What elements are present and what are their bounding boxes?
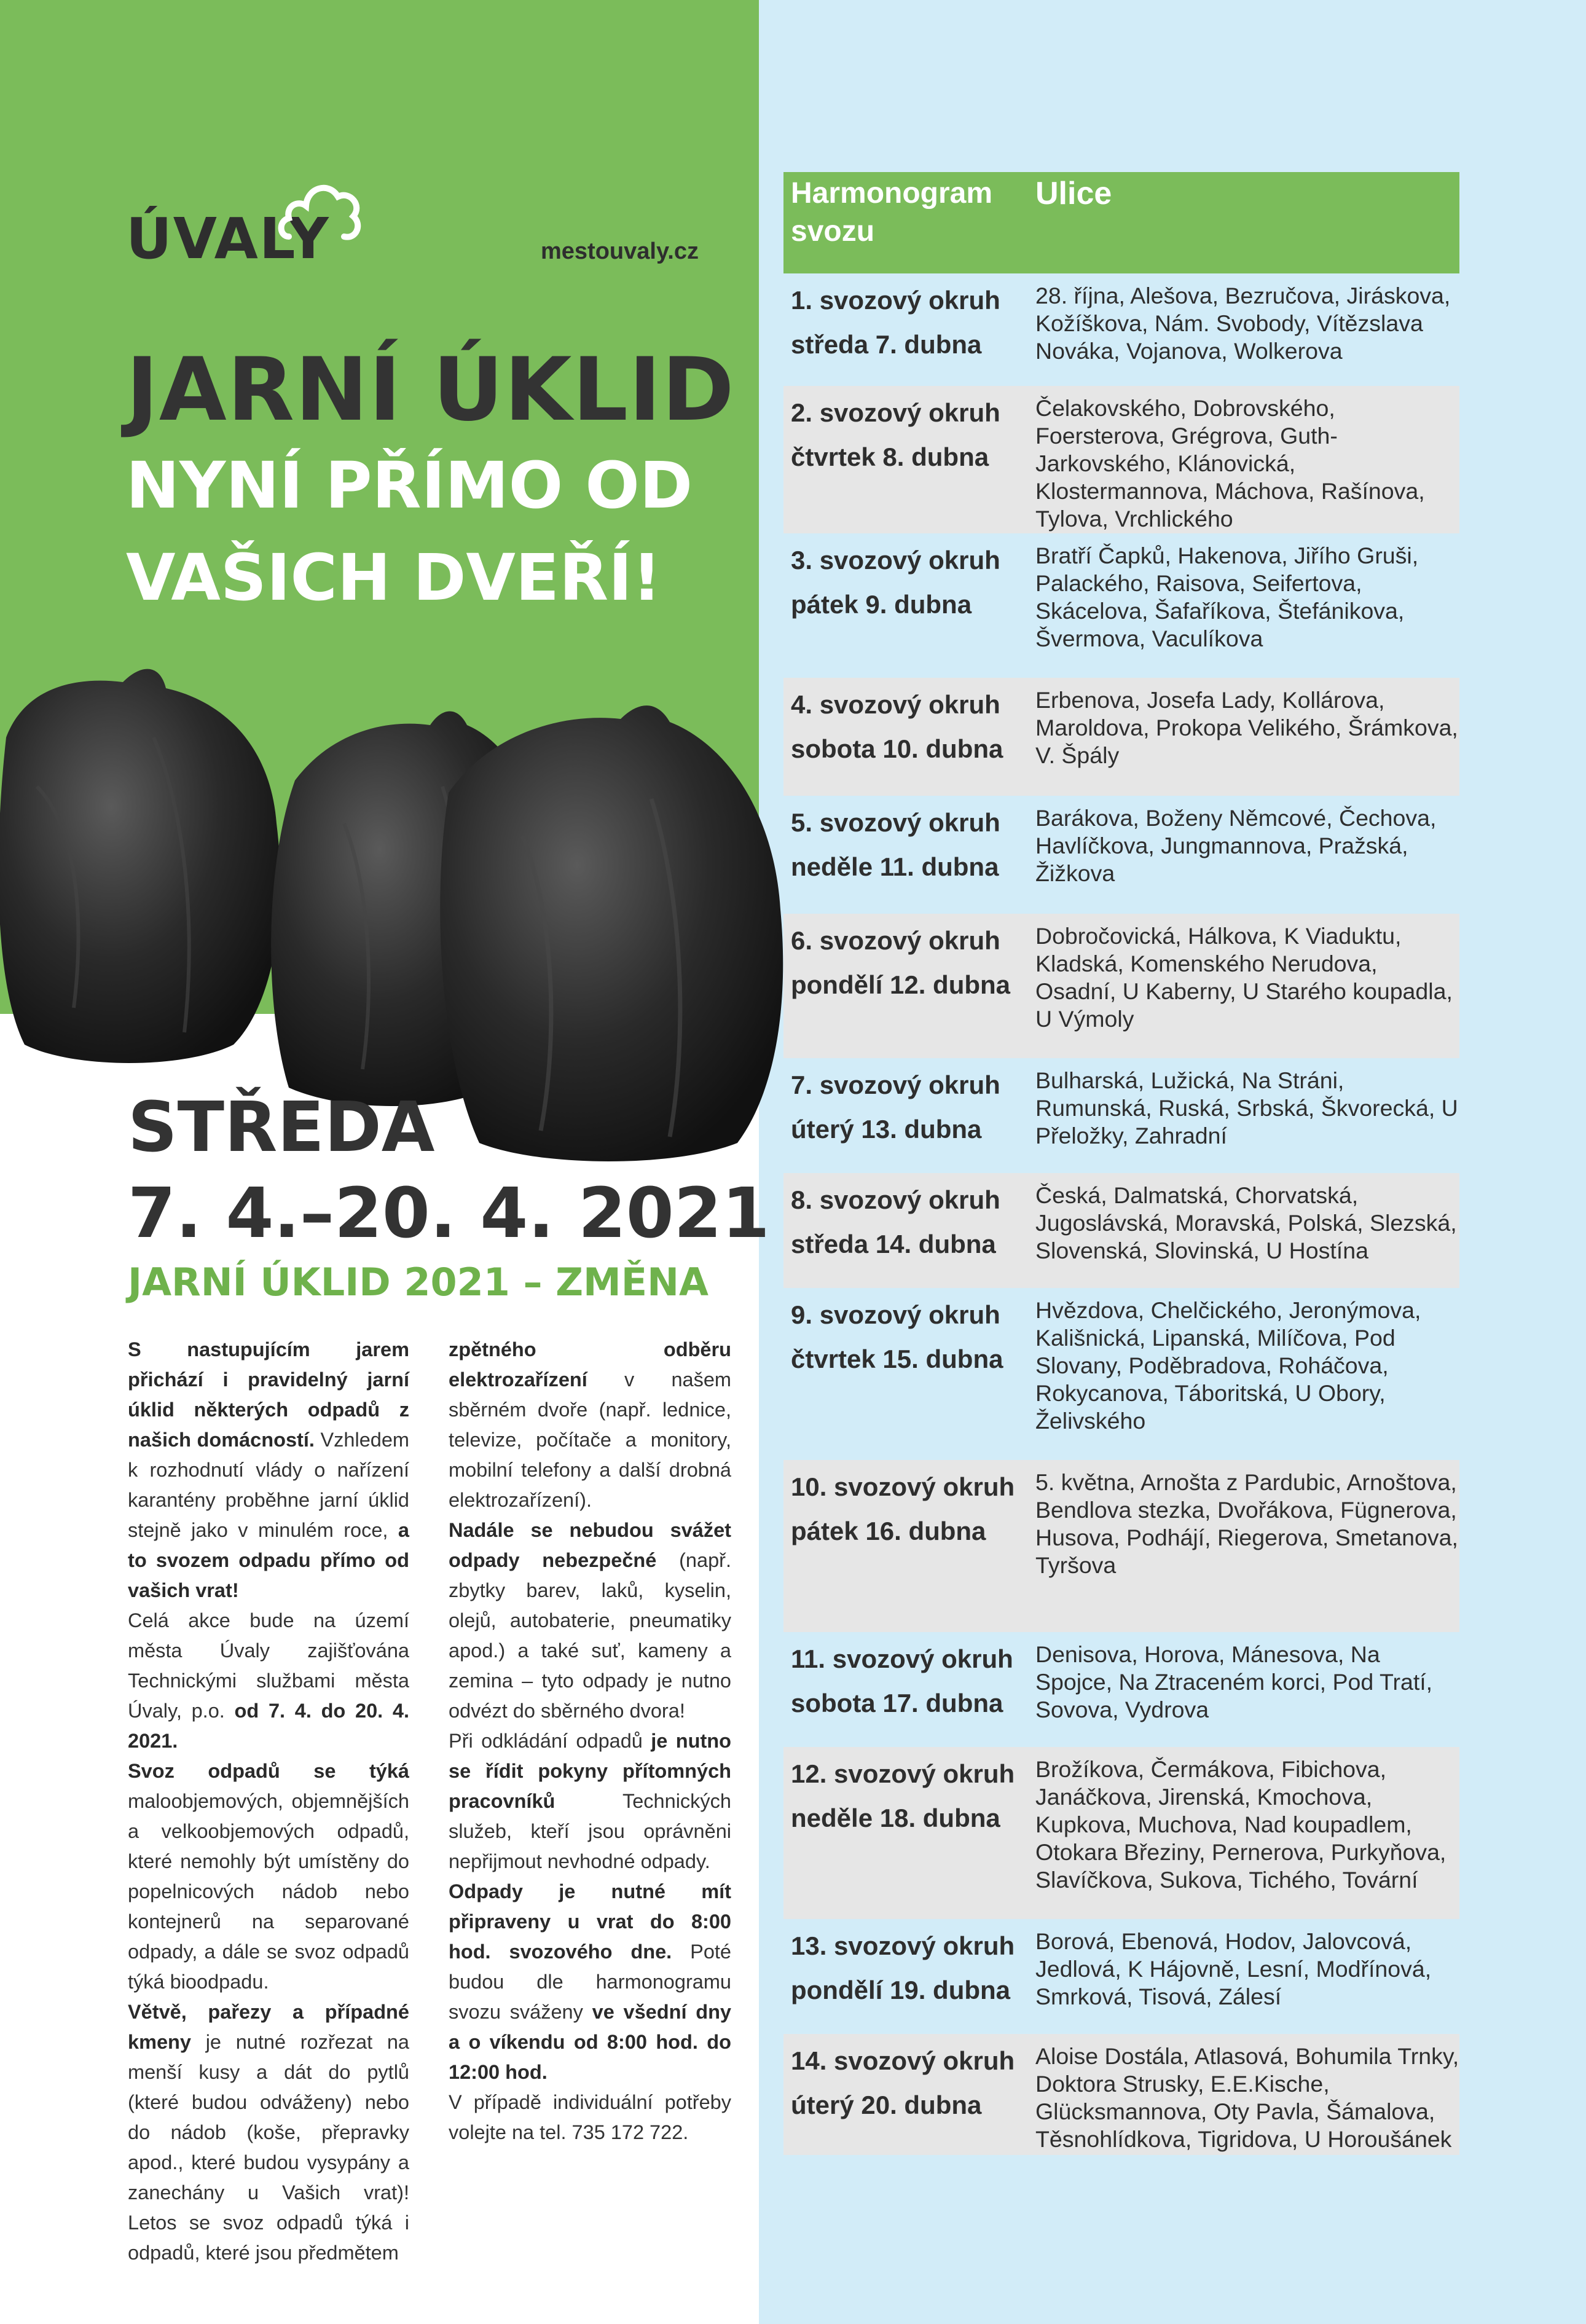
route-cell (791, 801, 1031, 889)
route-day: čtvrtek 15. dubna (791, 1345, 1003, 1373)
route-day: sobota 10. dubna (791, 734, 1003, 763)
event-date-range: 7. 4.–20. 4. 2021 (128, 1174, 770, 1254)
streets-cell: Bratří Čapků, Hakenova, Jiřího Gruši, Palackého, Raisova, Seifertova, Skácelova, Šafaříkova, Štefánikova, Švermova, Vaculíkova (1035, 543, 1419, 651)
article-p7-bold2: ve všední dny a o víkendu od 8:00 hod. do 12:00 hod. (449, 2001, 732, 2083)
event-subtitle: JARNÍ ÚKLID 2021 – ZMĚNA (128, 1260, 709, 1305)
route-name: 2. svozový okruh (791, 398, 1000, 427)
route-name: 11. svozový okruh (791, 1644, 1013, 1673)
route-name: 4. svozový okruh (791, 690, 1000, 719)
route-name: 13. svozový okruh (791, 1931, 1015, 1960)
article-p5-text: (např. zbytky barev, laků, kyselin, olejů, autobaterie, pneumatiky apod.) a také suť, kameny a zemina – tyto odpady je nutno odvézt do sběrného dvora! (449, 1549, 731, 1722)
header-harmonogram: Harmonogram svozu (791, 177, 993, 248)
route-day: pátek 16. dubna (791, 1517, 986, 1545)
article-p5-bold: Nadále se nebudou svážet odpady nebezpečné (449, 1519, 731, 1571)
route-day: středa 7. dubna (791, 330, 982, 359)
article-p4-bold2: zpětného odběru elektrozařízení (449, 1338, 731, 1391)
article-p6-bold: je nutno se řídit pokyny přítomných pracovníků (449, 1730, 731, 1812)
article-p1-bold2: a to svozem odpadu přímo od vašich vrat! (128, 1519, 409, 1601)
article-p6-text2: Technických služeb, kteří jsou oprávněni nepřijmout nevhodné odpady. (449, 1790, 731, 1872)
table-row (783, 914, 1459, 1058)
table-row (783, 1173, 1459, 1288)
article-p4-bold: Větvě, pařezy a případné kmeny (128, 2001, 409, 2053)
logo-text: ÚVALY (126, 206, 330, 272)
article-p8-text: V případě individuální potřeby volejte na tel. 735 172 722. (449, 2091, 731, 2143)
article-column-1 (128, 1335, 409, 2268)
table-row (783, 273, 1459, 386)
route-day: sobota 17. dubna (791, 1689, 1003, 1717)
route-cell (791, 1063, 1031, 1152)
route-name: 9. svozový okruh (791, 1300, 1000, 1329)
table-row (783, 533, 1459, 678)
route-day: pondělí 19. dubna (791, 1976, 1011, 2004)
route-cell (791, 278, 1031, 367)
table-row (783, 796, 1459, 914)
streets-cell: Borová, Ebenová, Hodov, Jalovcová, Jedlová, K Hájovně, Lesní, Modřínová, Smrková, Tisová, Zálesí (1035, 1928, 1432, 2009)
website-url[interactable]: mestouvaly.cz (541, 238, 699, 264)
streets-cell: 5. května, Arnošta z Pardubic, Arnoštova, Bendlova stezka, Dvořákova, Fügnerova, Husova, Podhájí, Riegerova, Smetanova, Tyršova (1035, 1469, 1458, 1578)
route-name: 3. svozový okruh (791, 546, 1000, 575)
article-p6-text: Při odkládání odpadů (449, 1730, 651, 1752)
article-p1-bold: S nastupujícím jarem přichází i pravidelný jarní úklid některých odpadů z našich domácností. (128, 1338, 409, 1451)
route-cell (791, 919, 1031, 1007)
route-name: 5. svozový okruh (791, 808, 1000, 837)
headline-line-1: JARNÍ ÚKLID (126, 339, 735, 441)
article-p3-text: maloobjemových, objemnějších a velkoobjemových odpadů, které nemohly být umístěny do popelnicových nádob nebo kontejnerů na separované odpady, a dále se svoz odpadů týká bioodpadu. (128, 1790, 409, 1993)
route-cell (791, 1178, 1031, 1266)
route-name: 8. svozový okruh (791, 1185, 1000, 1214)
route-name: 14. svozový okruh (791, 2046, 1015, 2075)
streets-cell: Brožíkova, Čermákova, Fibichova, Janáčkova, Jirenská, Kmochova, Kupkova, Muchova, Nad koupadlem, Otokara Březiny, Pernerova, Purkyňova, Slavíčkova, Sukova, Tichého, Tovární (1035, 1756, 1447, 1893)
route-cell (791, 538, 1031, 627)
logo-uvaly (126, 172, 359, 270)
route-cell (791, 391, 1031, 479)
route-cell (791, 1752, 1031, 1840)
route-name: 10. svozový okruh (791, 1472, 1015, 1501)
table-row (783, 678, 1459, 796)
streets-cell: Česká, Dalmatská, Chorvatská, Jugoslávská, Moravská, Polská, Slezská, Slovenská, Slovinská, U Hostína (1035, 1182, 1457, 1263)
event-day: STŘEDA (128, 1088, 435, 1168)
table-row (783, 1919, 1459, 2034)
route-day: úterý 13. dubna (791, 1115, 982, 1144)
route-cell (791, 1924, 1031, 2012)
route-name: 7. svozový okruh (791, 1070, 1000, 1099)
article-p3-bold: Svoz odpadů se týká (128, 1760, 409, 1782)
streets-cell: Bulharská, Lužická, Na Stráni, Rumunská, Ruská, Srbská, Škvorecká, U Přeložky, Zahradní (1035, 1067, 1458, 1148)
streets-cell: 28. října, Alešova, Bezručova, Jiráskova, Kožíškova, Nám. Svobody, Vítězslava Nováka, Vojanova, Wolkerova (1035, 283, 1451, 364)
table-row (783, 1460, 1459, 1632)
route-day: úterý 20. dubna (791, 2090, 982, 2119)
header-ulice: Ulice (1035, 176, 1112, 211)
schedule-table (783, 172, 1459, 2155)
article-column-2 (449, 1335, 731, 2148)
streets-cell: Čelakovského, Dobrovského, Foersterova, Grégrova, Guth-Jarkovského, Klánovická, Klostermannova, Máchova, Rašínova, Tylova, Vrchlického (1035, 395, 1425, 532)
schedule-rows (783, 273, 1459, 2155)
headline-line-2: NYNÍ PŘÍMO OD (126, 448, 693, 523)
article-p2-text: Celá akce bude na území města Úvaly zajišťována Technickými službami města Úvaly, p.o. (128, 1609, 409, 1722)
route-day: pátek 9. dubna (791, 590, 972, 619)
cloud-icon (277, 172, 363, 252)
article-p4-text2: v našem sběrném dvoře (např. lednice, televize, počítače a monitory, mobilní telefony a další drobná elektrozařízení). (449, 1368, 731, 1511)
route-name: 6. svozový okruh (791, 926, 1000, 955)
article-p7-text: Poté budou dle harmonogramu svozu sváženy (449, 1941, 732, 2023)
route-day: čtvrtek 8. dubna (791, 442, 989, 471)
streets-cell: Denisova, Horova, Mánesova, Na Spojce, Na Ztraceném korci, Pod Tratí, Sovova, Vydrova (1035, 1641, 1433, 1722)
schedule-table-header (783, 172, 1459, 273)
route-cell (791, 1293, 1031, 1381)
article-p1-text: Vzhledem k rozhodnutí vlády o nařízení karantény proběhne jarní úklid stejně jako v minulém roce, (128, 1429, 409, 1541)
route-cell (791, 1637, 1031, 1725)
route-day: neděle 11. dubna (791, 852, 999, 881)
article-p4-text: je nutné rozřezat na menší kusy a dát do pytlů (které budou odváženy) nebo do nádob (koše, přepravky apod., které budou vysypány a zanechány u Vašich vrat)! Letos se svoz odpadů týká i odpadů, které jsou předmětem (128, 2031, 409, 2264)
table-row (783, 1058, 1459, 1173)
route-day: středa 14. dubna (791, 1230, 996, 1258)
route-day: neděle 18. dubna (791, 1804, 1000, 1832)
headline-line-3: VAŠICH DVEŘÍ! (126, 540, 662, 615)
table-row (783, 1288, 1459, 1460)
streets-cell: Aloise Dostála, Atlasová, Bohumila Trnky, Doktora Strusky, E.E.Kische, Glücksmannova, Oty Pavla, Šámalova, Těsnohlídkova, Tigridova, U Horoušánek (1035, 2043, 1459, 2152)
route-cell (791, 683, 1031, 771)
event-dates (128, 1085, 770, 1257)
streets-cell: Barákova, Boženy Němcové, Čechova, Havlíčkova, Jungmannova, Pražská, Žižkova (1035, 805, 1437, 886)
table-row (783, 386, 1459, 533)
route-cell (791, 2039, 1031, 2127)
route-name: 12. svozový okruh (791, 1759, 1015, 1788)
streets-cell: Erbenova, Josefa Lady, Kollárova, Maroldova, Prokopa Velikého, Šrámkova, V. Špály (1035, 687, 1458, 768)
article-p2-bold: od 7. 4. do 20. 4. 2021. (128, 1700, 409, 1752)
table-row (783, 1632, 1459, 1747)
streets-cell: Dobročovická, Hálkova, K Viaduktu, Kladská, Komenského Nerudova, Osadní, U Kaberny, U Starého koupadla, U Výmoly (1035, 923, 1453, 1032)
headline (126, 341, 735, 624)
route-day: pondělí 12. dubna (791, 970, 1011, 999)
streets-cell: Hvězdova, Chelčického, Jeronýmova, Kališnická, Lipanská, Milíčova, Pod Slovany, Poděbradova, Roháčova, Rokycanova, Táboritská, U Obory, Želivského (1035, 1297, 1421, 1434)
table-row (783, 2034, 1459, 2155)
table-row (783, 1747, 1459, 1919)
route-cell (791, 1465, 1031, 1553)
route-name: 1. svozový okruh (791, 286, 1000, 315)
article-p7-bold: Odpady je nutné mít připraveny u vrat do 8:00 hod. svozového dne. (449, 1880, 731, 1963)
